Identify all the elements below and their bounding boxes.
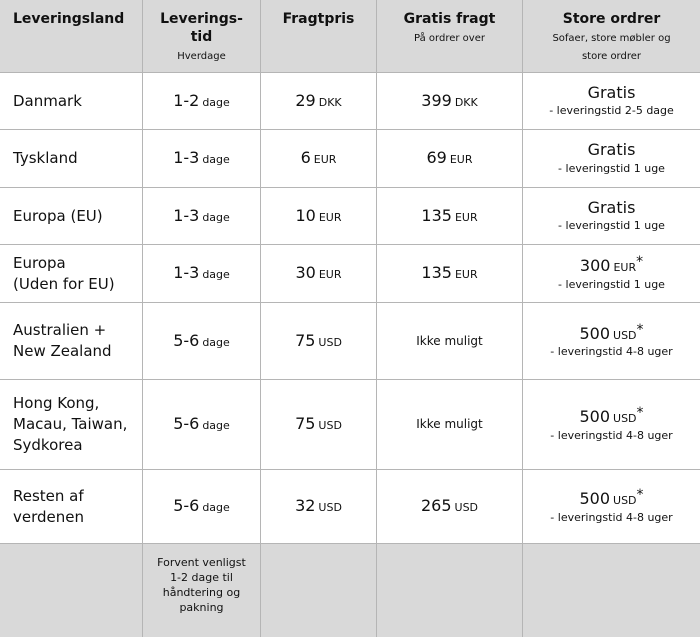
- footer-country-cell: [0, 544, 143, 637]
- header-large-sub: Sofaer, store møbler og store ordrer: [552, 33, 671, 62]
- shipping-price-unit: USD: [318, 501, 342, 515]
- large-orders-unit: USD: [613, 494, 637, 508]
- delivery-time-value: 5-6: [173, 496, 200, 516]
- large-orders-cell: [523, 130, 700, 188]
- free-shipping-value: 265: [420, 496, 452, 516]
- header-country: Leveringsland: [13, 11, 125, 27]
- free-shipping-unit: EUR: [454, 268, 478, 282]
- large-orders-value: 300: [579, 256, 611, 276]
- large-orders-cell: [523, 303, 700, 380]
- header-time-cell: [143, 0, 261, 73]
- header-price: Fragtpris: [282, 11, 355, 27]
- shipping-price-value: 6: [300, 148, 311, 168]
- country-name: Australien + New Zealand: [13, 321, 112, 360]
- header-free-sub: På ordrer over: [414, 33, 485, 45]
- country-name: Europa (EU): [13, 206, 103, 225]
- large-orders-price: [579, 322, 643, 344]
- shipping-price-unit: USD: [318, 335, 342, 349]
- large-orders-value: 500: [579, 323, 611, 343]
- country-name: Europa (Uden for EU): [13, 253, 115, 293]
- delivery-time-cell: [143, 380, 261, 470]
- country-cell: [0, 245, 143, 303]
- country-cell: [0, 380, 143, 470]
- shipping-price-cell: [261, 245, 377, 303]
- country-name: Resten af verdenen: [13, 486, 85, 526]
- delivery-time-cell: [143, 188, 261, 245]
- shipping-price-cell: [261, 73, 377, 130]
- delivery-time: [173, 148, 230, 168]
- large-orders-value: 500: [579, 407, 611, 427]
- large-orders-note: - leveringstid 1 uge: [558, 161, 665, 175]
- footer-price-cell: [261, 544, 377, 637]
- large-orders-price: [588, 83, 636, 103]
- delivery-time-unit: dage: [202, 501, 230, 515]
- large-orders-unit: EUR: [613, 261, 637, 275]
- free-shipping-cell: [377, 470, 523, 544]
- handling-note: Forvent venligst 1-2 dage til håndtering og pakning: [157, 556, 246, 614]
- shipping-price-cell: [261, 380, 377, 470]
- free-shipping: [421, 206, 477, 226]
- shipping-price-value: 29: [295, 90, 316, 110]
- header-free-cell: [377, 0, 523, 73]
- free-shipping-cell: [377, 303, 523, 380]
- large-orders-note: - leveringstid 4-8 uger: [550, 510, 673, 524]
- large-orders-asterisk: *: [636, 254, 644, 271]
- shipping-price: [295, 91, 341, 111]
- shipping-price: [295, 414, 342, 434]
- large-orders-unit: USD: [613, 412, 637, 426]
- large-orders-value: Gratis: [587, 197, 636, 217]
- delivery-time-unit: dage: [202, 419, 230, 433]
- header-large-cell: [523, 0, 700, 73]
- delivery-time-unit: dage: [202, 268, 230, 282]
- large-orders-cell: [523, 380, 700, 470]
- shipping-price: [295, 331, 342, 351]
- delivery-time: [173, 206, 230, 226]
- delivery-time: [173, 496, 230, 516]
- header-time: Leverings- tid: [160, 11, 243, 46]
- delivery-time-value: 1-3: [173, 205, 200, 225]
- large-orders-note: - leveringstid 4-8 uger: [550, 428, 673, 442]
- shipping-price-cell: [261, 303, 377, 380]
- footer-large-cell: [523, 544, 700, 637]
- free-shipping: [421, 91, 477, 111]
- large-orders-value: Gratis: [587, 82, 636, 102]
- delivery-time: [173, 414, 230, 434]
- large-orders-asterisk: *: [636, 487, 644, 504]
- free-shipping: [421, 496, 478, 516]
- free-shipping-value: 69: [426, 148, 447, 168]
- free-shipping: [426, 148, 472, 168]
- free-shipping-unit: USD: [454, 501, 479, 515]
- large-orders-asterisk: *: [636, 405, 644, 422]
- delivery-time-cell: [143, 73, 261, 130]
- shipping-price-cell: [261, 130, 377, 188]
- shipping-price-value: 30: [295, 263, 316, 283]
- free-shipping-unit: DKK: [454, 95, 478, 109]
- header-price-cell: [261, 0, 377, 73]
- delivery-time: [173, 331, 230, 351]
- free-shipping-text: Ikke muligt: [416, 417, 483, 432]
- free-shipping: [421, 263, 477, 283]
- large-orders-price: [579, 487, 643, 509]
- delivery-time: [173, 91, 230, 111]
- free-shipping-value: 135: [421, 205, 452, 225]
- large-orders-cell: [523, 245, 700, 303]
- large-orders-asterisk: *: [636, 321, 644, 338]
- delivery-time-value: 1-3: [173, 263, 200, 283]
- free-shipping-cell: [377, 188, 523, 245]
- large-orders-cell: [523, 73, 700, 130]
- large-orders-unit: USD: [613, 328, 637, 342]
- header-time-sub: Hverdage: [177, 51, 226, 63]
- free-shipping-unit: EUR: [454, 210, 478, 224]
- delivery-time-value: 1-2: [173, 90, 200, 110]
- large-orders-price: [588, 140, 636, 160]
- free-shipping-cell: [377, 73, 523, 130]
- delivery-time: [173, 263, 230, 283]
- shipping-price-value: 10: [295, 205, 316, 225]
- country-name: Hong Kong, Macau, Taiwan, Sydkorea: [13, 394, 128, 454]
- delivery-time-unit: dage: [202, 210, 230, 224]
- country-name: Tyskland: [13, 149, 78, 167]
- shipping-price: [301, 148, 337, 168]
- free-shipping-cell: [377, 130, 523, 188]
- shipping-price-unit: EUR: [313, 153, 337, 167]
- delivery-time-unit: dage: [202, 95, 230, 109]
- delivery-time-value: 5-6: [173, 414, 200, 434]
- footer-time-cell: [143, 544, 261, 637]
- shipping-price-cell: [261, 470, 377, 544]
- header-free: Gratis fragt: [403, 11, 496, 27]
- free-shipping-cell: [377, 380, 523, 470]
- large-orders-price: [588, 198, 636, 218]
- country-cell: [0, 130, 143, 188]
- country-cell: [0, 303, 143, 380]
- footer-free-cell: [377, 544, 523, 637]
- large-orders-note: - leveringstid 2-5 dage: [549, 104, 674, 118]
- shipping-price-cell: [261, 188, 377, 245]
- shipping-price: [295, 206, 341, 226]
- large-orders-note: - leveringstid 1 uge: [558, 277, 665, 291]
- country-cell: [0, 470, 143, 544]
- header-large: Store ordrer: [562, 11, 661, 27]
- large-orders-value: 500: [579, 489, 611, 509]
- large-orders-price: [580, 254, 643, 276]
- delivery-time-unit: dage: [202, 153, 230, 167]
- large-orders-note: - leveringstid 4-8 uger: [550, 345, 673, 359]
- large-orders-value: Gratis: [587, 140, 636, 160]
- shipping-price-value: 32: [295, 496, 316, 516]
- delivery-time-cell: [143, 470, 261, 544]
- large-orders-cell: [523, 470, 700, 544]
- shipping-price-value: 75: [295, 330, 316, 350]
- shipping-price-value: 75: [295, 414, 316, 434]
- free-shipping-cell: [377, 245, 523, 303]
- delivery-time-unit: dage: [202, 335, 230, 349]
- free-shipping-value: 135: [421, 263, 452, 283]
- delivery-time-value: 1-3: [173, 148, 200, 168]
- header-country-cell: [0, 0, 143, 73]
- country-name: Danmark: [13, 91, 82, 110]
- delivery-time-cell: [143, 245, 261, 303]
- free-shipping-value: 399: [421, 90, 452, 110]
- shipping-price: [295, 496, 342, 516]
- delivery-time-value: 5-6: [173, 330, 200, 350]
- shipping-price-unit: EUR: [318, 210, 342, 224]
- large-orders-note: - leveringstid 1 uge: [558, 219, 665, 233]
- shipping-price-unit: USD: [318, 419, 342, 433]
- shipping-price-unit: DKK: [318, 95, 342, 109]
- shipping-price: [295, 263, 341, 283]
- delivery-time-cell: [143, 303, 261, 380]
- delivery-time-cell: [143, 130, 261, 188]
- free-shipping-unit: EUR: [449, 153, 473, 167]
- shipping-price-unit: EUR: [318, 268, 342, 282]
- country-cell: [0, 188, 143, 245]
- large-orders-cell: [523, 188, 700, 245]
- country-cell: [0, 73, 143, 130]
- large-orders-price: [579, 405, 643, 427]
- free-shipping-text: Ikke muligt: [416, 333, 483, 348]
